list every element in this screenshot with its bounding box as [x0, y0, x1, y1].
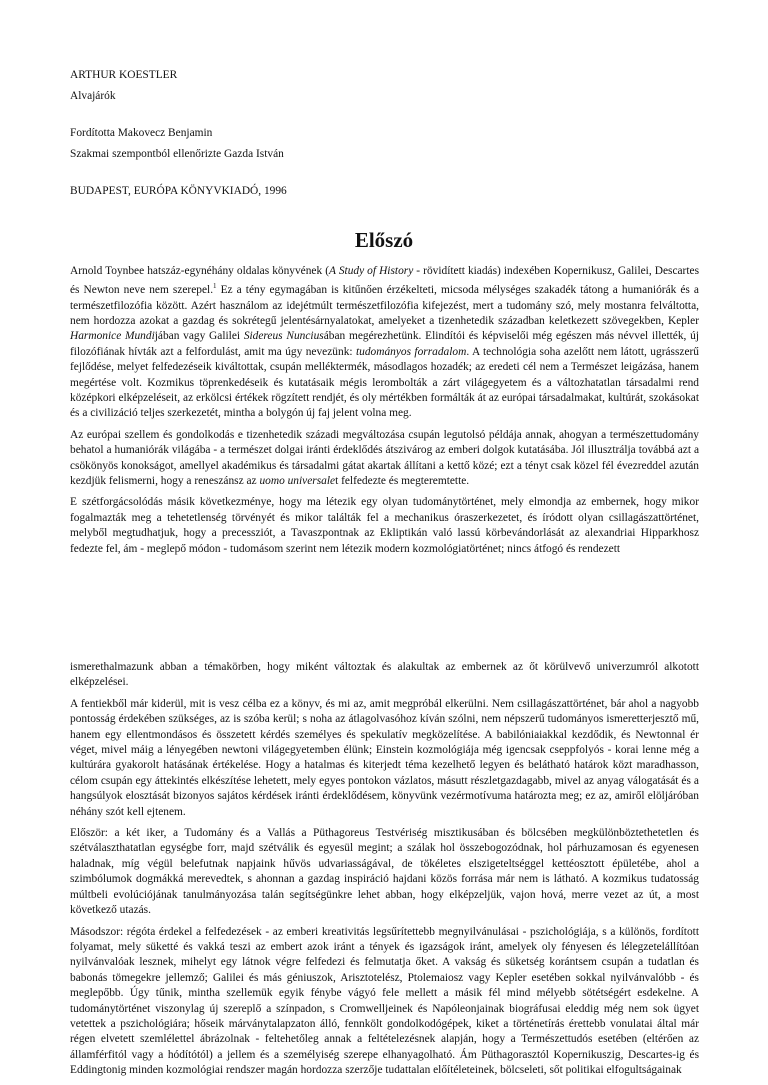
footnote-ref[interactable]: 1 [213, 282, 217, 291]
book-title: Alvajárók [70, 90, 116, 102]
paragraph-1: Arnold Toynbee hatszáz-egynéhány oldalas könyvének (A Study of History - rövidített kiadás) indexében Kopernikusz, Galilei, Descartes és Newton neve nem szerepel.$^1$ Ez a tény egymagában is kitűnően érzékelteti, micsoda mélységes szakadék tátong a humaniórák és a természetfilozófia között. Azért használom az idejétmúlt természetfilozófia kifejezést, mert a tudomány szó, mely mostanra felváltotta, nem hordozza azokat a gazdag és sokrétegű jelentésárnyalatokat, amelyeket a tizenhetedik században keletkezett szövegekben, Kepler Harmonice Mundijában vagy Galilei Sidereus Nunciusában megérezhetünk. Elindítói és képviselői még egészen más névvel illették, új filozófiának hívták azt a felfordulást, amit ma úgy nevezünk: tudományos forradalom. A technológia soha azelőtt nem látott, ugrásszerű fejlődése, melyet felfedezéseik kiváltottak, csupán melléktermék, másodlagos hozadék; az eredeti cél nem a Természet leigázása, hanem megértése volt. Kozmikus töprenkedéseik és kutatásaik mégis lerombolták a zárt világegyetem és a változhatatlan társadalmi rend középkori elképzeléseit, az erkölcsi értékek rögzített rendjét, és oly mértékben formálták át az európai társadalmakat, kultúrát, szokásokat és a civilizáció teljes szerkezetét, mintha a bolygón új faj jelent volna meg. [70, 265, 700, 420]
author-name: ARTHUR KOESTLER [70, 69, 178, 81]
paragraph-4: ismerethalmazunk abban a témakörben, hogy miként változtak és alakultak az embernek az őt körülvevő univerzumról alkotott elképzelései. [70, 661, 699, 689]
reviewer-credit: Szakmai szempontból ellenőrizte Gazda István [70, 148, 284, 160]
paragraph-6: Először: a két iker, a Tudomány és a Vallás a Püthagoreus Testvériség misztikusában és bölcsében megkülönböztethetetlen és szétválaszthatatlan egységbe forr, majd szétválik és egyesül megint; a szálak hol összebogozódnak, hol párhuzamosan és egyenesen haladnak, míg végül belefutnak napjaink hűvös udvariasságával, de tökéletes elszigeteltséggel kettéosztott épületébe, ahol a szimbólumok dogmákká merevedtek, s ahonnan a gazdag inspiráció hajdani közös forrása már nem is látható. A kozmikus tudatosság múltbeli evolúciójának tanulmányozása talán segítségünkre lehet abban, hogy elképzeljük, vajon hová, merre vezet az út, a most következő utazás. [70, 827, 699, 917]
publisher-line: BUDAPEST, EURÓPA KÖNYVKIADÓ, 1996 [70, 185, 287, 197]
body-bottom [70, 660, 699, 1085]
paragraph-2: Az európai szellem és gondolkodás e tizenhetedik századi megváltozása csupán legutolsó példája annak, ahogyan a természettudomány behatol a humaniórák világába - a természet dolgai iránti érdeklődés átszivárog az emberi dolgok kutatásába. Jól illusztrálja továbbá azt a csökönyös konokságot, amellyel akadémikus és társadalmi gátat akartak állítani a kettő közé; ezt a tényt csak közel fél évezreddel azután kezdjük felismerni, hogy a reneszánsz az uomo universalet felfedezte és megteremtette. [70, 428, 699, 488]
paragraph-7: Másodszor: régóta érdekel a felfedezések - az emberi kreativitás legsűrítettebb megnyilvánulásai - pszichológiája, s a különös, fordított folyamat, mely süketté és vakká teszi az embert azok iránt a tények és igazságok iránt, amelyek oly fényesen és lélegzetelállítóan nyilvánvalóak lesznek, mihelyt egy látnok végre felfedezi és felmutatja őket. A vakság és süketség korántsem csupán a tudatlan és babonás tömegekre jellemző; Galilei és más géniuszok, Arisztotelész, Ptolemaiosz vagy Kepler esetében sokkal nyilvánvalóbb - és meglepőbb. Úgy tűnik, mintha szellemük egyik fénybe vágyó fele mellett a másik fél mind mélyebb sötétségért esdekelne. A tudománytörténet viszonylag új szereplő a színpadon, s Cromwelljeinek és Napóleonjainak biográfusai eleddig még nem sok ügyet vetettek a pszichológiára; hőseik márványtalapzaton álló, fennkölt gondolkodógépek, kiket a történetírás érettebb vonulatai által már régen elvetett szemlélettel ábrázolnak - feltehetőleg annak a feltételezésnek alapján, hogy a Természettudós esetében (eltérően az államférfitól vagy a hódítótól) a jellem és a személyiség szerepe elhanyagolható. Ám Püthagorasztól Kopernikuszig, Descartes-ig és Eddingtonig minden kozmológiai rendszer magán hordozza szerzője tudattalan előítéleteinek, bölcseleti, sőt politikai elfogultságainak [70, 925, 699, 1077]
paragraph-3: E szétforgácsolódás másik következménye, hogy ma létezik egy olyan tudománytörténet, mely elmondja az embernek, hogy mikor fogalmazták meg a tehetetlenség törvényét és mikor találták fel a mechanikus óraszerkezetet, és íródott olyan csillagászattörténet, melyből megtudhatjuk, hogy a precessziót, a Tavaszpontnak az Ekliptikán való lassú körbevándorlását az alexandriai Hipparkhosz fedezte fel, ám - meglepő módon - tudomásom szerint nem létezik modern kozmológiatörténet; nincs átfogó és rendezett [70, 496, 699, 555]
paragraph-5: A fentiekből már kiderül, mit is vesz célba ez a könyv, és mi az, amit megpróbál elkerülni. Nem csillagászattörténet, bár ahol a nagyobb pontosság érdekében szükséges, az is szóba kerül; s noha az átlagolvasóhoz kíván szólni, nem népszerű tudományos ismeretterjesztő mű, hanem egy ellentmondásos és összetett kérdés személyes és spekulatív megközelítése. A babilóniaiakkal kezdődik, és Newtonnal ér véget, mivel máig a lényegében newtoni világegyetemben élünk; Einstein kozmológiája még igencsak cseppfolyós - korai lenne még a kultúrára gyakorolt hatásának értékelése. Hogy a hatalmas és kiterjedt téma kezelhető legyen és belátható határok közt maradhasson, célom csupán egy áttekintés elkészítése lehetett, mely egyes pontokon vázlatos, másutt részletgazdagabb, mivel az anyag válogatását és a hangsúlyok elosztását bizonyos sajátos kérdések iránti érdeklődésem, könyvünk vezérmotívuma határozta meg; ez az, amiről elöljáróban néhány szót kell ejtenem. [70, 697, 699, 818]
translator-credit: Fordította Makovecz Benjamin [70, 127, 213, 139]
section-title: Előszó [354, 228, 414, 252]
body-top [70, 264, 699, 563]
